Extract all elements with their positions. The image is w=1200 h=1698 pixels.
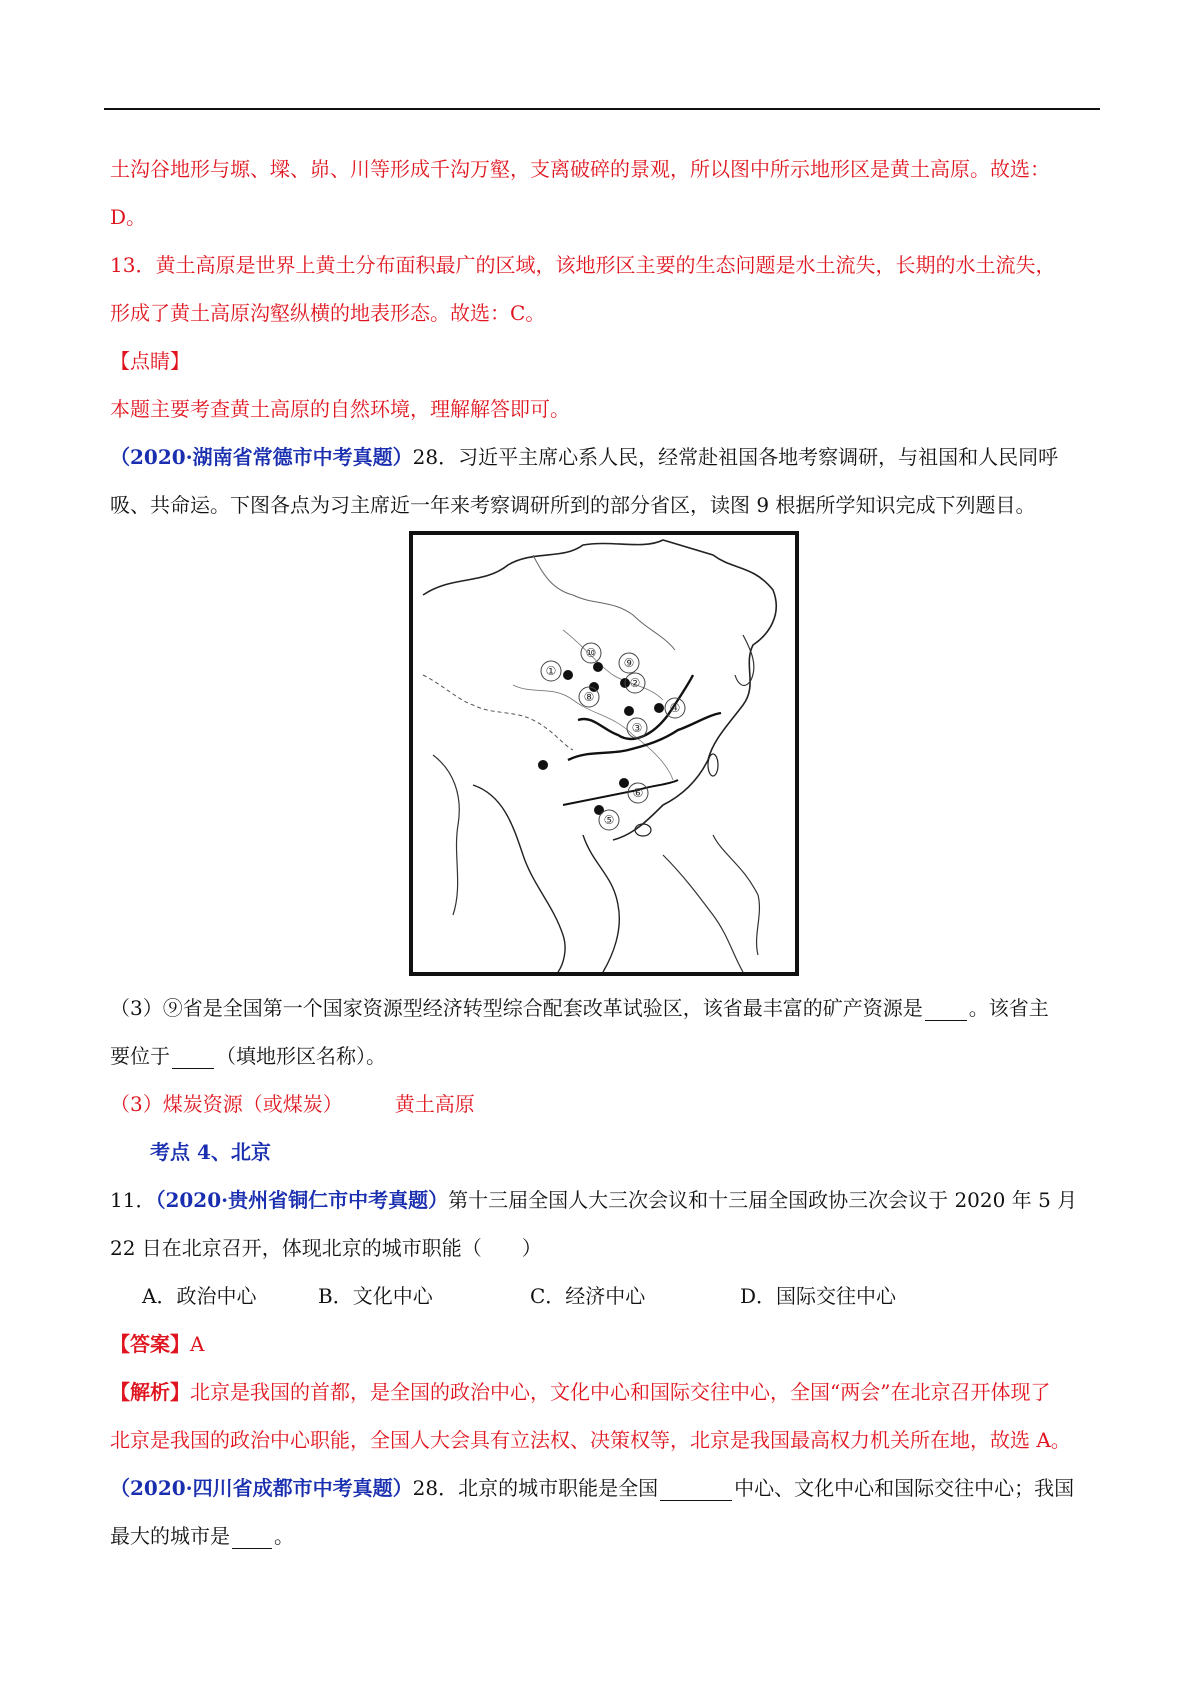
answer-blank <box>925 998 967 1021</box>
map-svg <box>413 535 795 972</box>
q28-changde-line1 <box>110 442 1058 472</box>
q28-sub3-answer: （3）煤炭资源（或煤炭） 黄土高原 <box>110 1092 475 1116</box>
svg-text:⑨: ⑨ <box>623 656 635 670</box>
svg-text:⑩: ⑩ <box>585 646 597 660</box>
q11-analysis-line1: 【解析】北京是我国的首都，是全国的政治中心，文化中心和国际交往中心，全国“两会”在北京召开体现了 <box>110 1380 1051 1404</box>
q28-chengdu-source: （2020·四川省成都市中考真题） <box>110 1476 413 1500</box>
explanation-12-line2: D。 <box>110 205 147 229</box>
map-marker-3 <box>627 718 647 738</box>
explanation-13-line1: 13．黄土高原是世界上黄土分布面积最广的区域，该地形区主要的生态问题是水土流失，长期的水土流失， <box>110 253 1056 277</box>
q11-option-c: C．经济中心 <box>530 1284 646 1308</box>
answer-blank <box>660 1478 732 1501</box>
q11-line1: 11．（2020·贵州省铜仁市中考真题）第十三届全国人大三次会议和十三届全国政协三次会议于 2020 年 5 月 <box>110 1188 1078 1212</box>
q11-line2: 22 日在北京召开，体现北京的城市职能（ ） <box>110 1236 542 1260</box>
q11-option-a: A．政治中心 <box>142 1284 257 1308</box>
svg-text:⑥: ⑥ <box>632 786 644 800</box>
q28-changde-text1: 28．习近平主席心系人民，经常赴祖国各地考察调研，与祖国和人民同呼 <box>412 445 1059 469</box>
q28-changde-line2: 吸、共命运。下图各点为习主席近一年来考察调研所到的部分省区，读图 9 根据所学知识完成下列题目。 <box>110 493 1036 517</box>
q28-chengdu-line2: 最大的城市是 。 <box>110 1524 294 1548</box>
svg-text:⑤: ⑤ <box>603 813 615 827</box>
svg-text:⑧: ⑧ <box>583 690 595 704</box>
q11-analysis-line2: 北京是我国的政治中心职能，全国人大会具有立法权、决策权等，北京是我国最高权力机关所在地，故选 A。 <box>110 1428 1071 1452</box>
answer-blank <box>232 1526 272 1549</box>
q11-option-b: B．文化中心 <box>318 1284 433 1308</box>
q28-sub3-line1: （3）⑨省是全国第一个国家资源型经济转型综合配套改革试验区，该省最丰富的矿产资源是 。该省主 <box>110 996 1049 1020</box>
map-marker-4 <box>665 698 685 718</box>
china-map-figure <box>409 531 799 976</box>
q28-changde-source: （2020·湖南省常德市中考真题） <box>110 445 413 469</box>
svg-text:④: ④ <box>669 701 681 715</box>
header-rule <box>104 108 1100 110</box>
svg-text:①: ① <box>545 664 557 678</box>
highlight-heading: 【点睛】 <box>110 349 190 373</box>
answer-blank <box>172 1046 214 1069</box>
map-marker-9 <box>619 653 639 673</box>
section-title: 考点 4、北京 <box>150 1140 271 1164</box>
svg-text:②: ② <box>629 676 641 690</box>
q11-answer: 【答案】A <box>110 1332 205 1356</box>
q28-chengdu-line1: （2020·四川省成都市中考真题）28．北京的城市职能是全国 中心、文化中心和国际交往中心；我国 <box>110 1476 1075 1500</box>
map-marker-5 <box>599 810 619 830</box>
q28-sub3-line2: 要位于 （填地形区名称）。 <box>110 1044 386 1068</box>
map-marker-6 <box>628 783 648 803</box>
highlight-text: 本题主要考查黄土高原的自然环境，理解解答即可。 <box>110 397 570 421</box>
map-marker-10 <box>581 643 601 663</box>
map-marker-1 <box>541 661 561 681</box>
map-marker-8 <box>579 687 599 707</box>
q11-option-d: D．国际交往中心 <box>740 1284 897 1308</box>
svg-text:③: ③ <box>631 721 643 735</box>
explanation-13-line2: 形成了黄土高原沟壑纵横的地表形态。故选：C。 <box>110 301 546 325</box>
explanation-12-line1: 土沟谷地形与塬、墚、峁、川等形成千沟万壑，支离破碎的景观，所以图中所示地形区是黄土高原。故选： <box>110 157 1050 181</box>
q11-source: （2020·贵州省铜仁市中考真题） <box>155 1188 449 1212</box>
